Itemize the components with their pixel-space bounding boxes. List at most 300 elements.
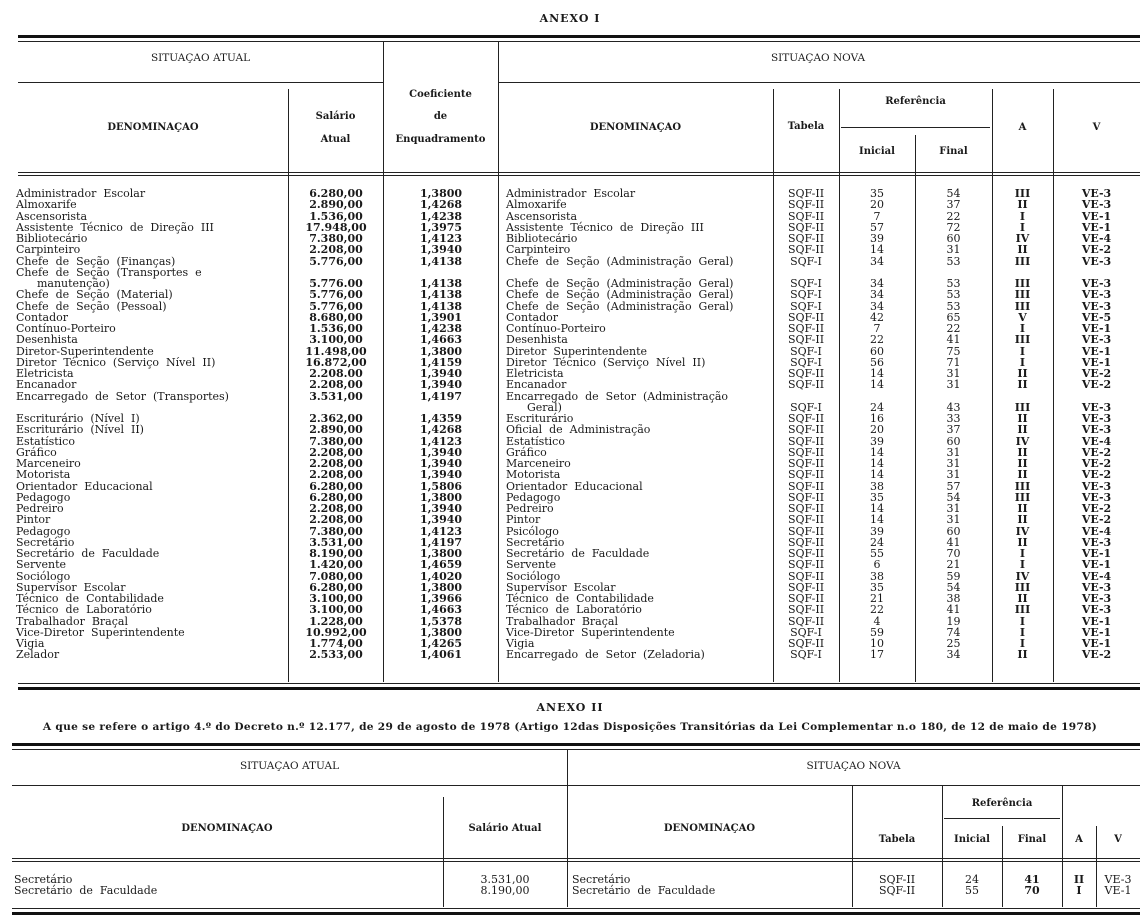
table-cell: 31 [946, 243, 961, 257]
table-cell: Contínuo-Porteiro [16, 322, 116, 335]
table-cell: VE-3 [1081, 254, 1112, 268]
table-cell: 5.776,00 [309, 288, 363, 302]
table-cell: 56 [870, 355, 884, 369]
table-cell: 14 [870, 457, 884, 470]
rule [12, 785, 1140, 786]
table-cell: I [1019, 547, 1026, 560]
table-cell: 6.280,00 [309, 490, 363, 504]
table-cell: Carpinteiro [506, 243, 571, 257]
table-cell: 7 [873, 322, 881, 335]
table-cell: 72 [946, 220, 961, 234]
table-cell: 1,4138 [419, 254, 463, 268]
table-cell: Desenhista [506, 333, 568, 347]
table-cell: manutenção) [16, 277, 110, 290]
table-cell: Vigia [506, 637, 535, 650]
table-cell: VE-2 [1081, 243, 1112, 257]
header-referencia: Referência [971, 798, 1033, 809]
table-cell: II [1017, 592, 1028, 605]
column-coeficiente [385, 188, 497, 661]
table-cell: Ascensorista [506, 209, 578, 223]
col-divider [498, 42, 499, 682]
table-cell: Contínuo-Porteiro [506, 322, 606, 335]
table-cell: 39 [870, 434, 884, 448]
header-coef-l3: Enquadramento [395, 134, 486, 145]
table-cell: I [1019, 355, 1026, 369]
table-cell: VE-3 [1081, 603, 1112, 617]
table-cell: 1,4659 [419, 558, 463, 572]
table-cell: Gráfico [16, 445, 57, 459]
table-cell: Motorista [16, 468, 71, 482]
table-cell: 53 [946, 254, 961, 268]
table-cell: 54 [946, 580, 961, 594]
table-cell: 20 [870, 423, 884, 437]
table-cell: II [1017, 468, 1028, 482]
table-cell: 70 [946, 547, 961, 560]
table-cell: Chefe de Seção (Administração Geral) [506, 288, 734, 302]
table-cell: Trabalhador Braçal [16, 614, 128, 628]
table-cell: III [1014, 580, 1031, 594]
table-cell: SQF-II [787, 569, 825, 583]
table-cell: VE-4 [1081, 524, 1112, 538]
table-cell: I [1019, 209, 1026, 223]
table-cell: I [1076, 884, 1082, 898]
table-cell: SQF-II [787, 524, 825, 538]
rule [18, 41, 1140, 42]
table-cell: Secretário de Faculdade [14, 884, 158, 898]
table-cell: Pedagogo [16, 490, 71, 504]
table-cell: 2.208,00 [309, 468, 363, 482]
table-cell: SQF-II [787, 423, 825, 437]
table-cell: 41 [946, 333, 961, 347]
table-cell: SQF-II [787, 513, 825, 527]
rule [12, 908, 1140, 909]
table-cell: II [1017, 412, 1028, 425]
table-cell: 14 [870, 513, 884, 527]
table-cell: VE-4 [1081, 569, 1112, 583]
table-cell: 2.208,00 [309, 513, 363, 527]
table-cell: II [1017, 243, 1028, 257]
table-cell: III [1014, 400, 1031, 414]
table-cell: 24 [870, 535, 884, 549]
table-cell: Pedreiro [506, 502, 554, 515]
table-cell: Bibliotecário [16, 232, 88, 245]
table-cell: VE-1 [1081, 209, 1112, 223]
header-denominacao: DENOMINAÇAO [107, 122, 199, 133]
table-cell: 59 [946, 569, 961, 583]
table-cell: Sociólogo [506, 569, 561, 583]
table-cell: 38 [870, 569, 884, 583]
table-cell: 60 [946, 232, 961, 245]
table-cell: Pedagogo [16, 524, 71, 538]
table-cell: 1,4138 [419, 288, 463, 302]
table-cell: 31 [946, 367, 961, 380]
table-cell: Diretor Superintendente [506, 344, 648, 358]
header-salario-l1: Salário [315, 111, 356, 122]
table-cell: VE-3 [1081, 187, 1112, 200]
table-cell: 1,4663 [419, 333, 463, 347]
table-cell: 17 [870, 648, 884, 662]
table-cell: 14 [870, 468, 884, 482]
table-cell: Encanador [506, 378, 567, 392]
table-cell: 42 [870, 310, 884, 324]
table-cell: Marceneiro [16, 457, 81, 470]
table-cell: 1,4197 [419, 535, 463, 549]
table-cell: 1,3800 [419, 490, 463, 504]
table-cell: 31 [946, 378, 961, 392]
table-cell: Secretário [14, 873, 73, 886]
table-cell: 22 [946, 322, 961, 335]
table-cell: SQF-II [787, 434, 825, 448]
table-cell: 3.531,00 [309, 389, 363, 403]
table-cell: III [1014, 254, 1031, 268]
table-cell: VE-2 [1081, 648, 1112, 662]
header-situacao-nova: SITUAÇAO NOVA [770, 52, 866, 64]
table-cell: SQF-II [787, 535, 825, 549]
table-cell: 31 [946, 502, 961, 515]
table-cell: SQF-II [787, 637, 825, 650]
table-cell: VE-2 [1081, 457, 1112, 470]
header-situacao-atual: SITUAÇAO ATUAL [239, 760, 340, 772]
table-cell: 1,4138 [419, 299, 463, 313]
table-cell: SQF-I [790, 625, 822, 639]
table-cell: Eletricista [506, 367, 564, 380]
table-cell: Secretário de Faculdade [506, 547, 650, 560]
table-cell: 41 [946, 535, 961, 549]
header-v: V [1092, 122, 1101, 133]
table-cell: VE-5 [1081, 310, 1112, 324]
table-cell: Servente [506, 558, 557, 572]
table-cell: SQF-II [787, 457, 825, 470]
table-cell: 6 [873, 558, 881, 572]
table-cell: I [1019, 625, 1026, 639]
table-cell: 54 [946, 187, 961, 200]
table-cell: 60 [870, 344, 884, 358]
column-tabela [852, 874, 942, 897]
table-cell: II [1017, 423, 1028, 437]
table-cell: VE-2 [1081, 378, 1112, 392]
table-cell: VE-1 [1081, 220, 1112, 234]
table-cell: VE-2 [1081, 468, 1112, 482]
table-cell: 34 [870, 277, 884, 290]
table-cell: 2.208.00 [309, 367, 363, 380]
table-cell: SQF-II [787, 603, 825, 617]
table-cell: Administrador Escolar [506, 187, 636, 200]
table-cell: 22 [946, 209, 961, 223]
table-cell: SQF-II [787, 502, 825, 515]
col-divider [443, 797, 444, 907]
table-cell: 39 [870, 524, 884, 538]
table-cell: VE-1 [1081, 625, 1112, 639]
table-cell: III [1014, 490, 1031, 504]
table-cell: 35 [870, 580, 884, 594]
col-divider [288, 89, 289, 682]
table-cell: I [1019, 637, 1026, 650]
table-cell: 2.208,00 [309, 243, 363, 257]
table-cell: 60 [946, 524, 961, 538]
table-cell: Técnico de Laboratório [16, 603, 152, 617]
table-cell: 1.228,00 [309, 614, 363, 628]
table-cell: 1,3975 [419, 220, 463, 234]
table-cell: SQF-II [787, 333, 825, 347]
table-cell: Bibliotecário [506, 232, 578, 245]
table-cell: II [1017, 198, 1028, 212]
table-cell: Pintor [16, 513, 51, 527]
table-cell: SQF-II [787, 547, 825, 560]
table-cell: 3.100,00 [309, 333, 363, 347]
table-cell: VE-3 [1081, 299, 1112, 313]
table-cell: Diretor-Superintendente [16, 344, 154, 358]
table-cell: Técnico de Contabilidade [16, 592, 164, 605]
anexo-1-title: ANEXO I [539, 12, 601, 25]
table-cell: 6.280,00 [309, 479, 363, 493]
table-cell: II [1017, 535, 1028, 549]
table-cell: Orientador Educacional [506, 479, 643, 493]
table-cell: 3.531,00 [480, 873, 530, 886]
table-cell: SQF-II [787, 378, 825, 392]
table-cell: 57 [946, 479, 961, 493]
table-cell: IV [1015, 524, 1030, 538]
table-cell: Estatístico [16, 434, 75, 448]
table-cell: Contador [506, 310, 559, 324]
table-cell: III [1014, 288, 1031, 302]
table-cell: 35 [870, 187, 884, 200]
table-cell: 33 [946, 412, 961, 425]
column-v [1053, 188, 1140, 661]
table-cell: Gráfico [506, 445, 547, 459]
table-cell: 8.680,00 [309, 310, 363, 324]
table-cell: II [1017, 513, 1028, 527]
rule [18, 35, 1140, 38]
rule [18, 687, 1140, 690]
table-cell: Ascensorista [16, 209, 88, 223]
table-cell: Secretário [572, 873, 631, 886]
table-cell: VE-4 [1081, 434, 1112, 448]
table-cell: 75 [946, 344, 961, 358]
table-cell: 4 [873, 614, 881, 628]
table-cell: II [1017, 457, 1028, 470]
table-cell: SQF-II [787, 412, 825, 425]
table-cell: IV [1015, 232, 1030, 245]
table-cell: 1,4020 [419, 569, 463, 583]
table-cell: 24 [965, 873, 979, 886]
header-a: A [1075, 834, 1083, 845]
table-cell: SQF-II [787, 322, 825, 335]
table-cell: Administrador Escolar [16, 187, 146, 200]
table-cell: VE-3 [1081, 535, 1112, 549]
table-cell: I [1019, 220, 1026, 234]
table-cell: 1,3800 [419, 547, 463, 560]
table-cell: 74 [946, 625, 961, 639]
table-cell: 22 [870, 333, 884, 347]
table-cell: VE-1 [1081, 547, 1112, 560]
table-cell: 3.531,00 [309, 535, 363, 549]
table-cell: 1,5806 [419, 479, 463, 493]
table-cell: 1,4238 [419, 209, 463, 223]
table-cell: VE-4 [1081, 232, 1112, 245]
table-cell: 38 [870, 479, 884, 493]
table-cell: SQF-II [787, 479, 825, 493]
anexo-2-subtitle: A que se refere o artigo 4.º do Decreto n.º 12.177, de 29 de agosto de 1978 (Artigo 12das Disposições Transitórias da Lei Complementar n.o 180, de 12 de maio de 1978) [42, 721, 1098, 733]
table-cell: 53 [946, 288, 961, 302]
table-cell: SQF-I [790, 288, 822, 302]
col-divider [567, 750, 568, 907]
rule [18, 82, 383, 83]
table-cell: 21 [946, 558, 961, 572]
table-cell: Chefe de Seção (Administração Geral) [506, 254, 734, 268]
table-cell: SQF-II [787, 592, 825, 605]
table-cell: 2.208,00 [309, 445, 363, 459]
table-cell: III [1014, 277, 1031, 290]
table-cell: Almoxarife [506, 198, 567, 212]
table-cell: Vice-Diretor Superintendente [16, 625, 185, 639]
table-cell: 14 [870, 378, 884, 392]
table-cell: 21 [870, 592, 884, 605]
table-cell: Assistente Técnico de Direção III [16, 220, 214, 234]
table-cell: Pintor [506, 513, 541, 527]
table-cell: 1,3940 [419, 457, 463, 470]
table-cell: 7.380,00 [309, 524, 363, 538]
table-cell: SQF-I [790, 648, 822, 662]
table-cell: 2.362,00 [309, 412, 363, 425]
table-cell: 31 [946, 513, 961, 527]
table-cell: Eletricista [16, 367, 74, 380]
table-cell: 31 [946, 457, 961, 470]
table-cell: 25 [946, 637, 961, 650]
table-cell: Pedreiro [16, 502, 64, 515]
table-cell: 3.100,00 [309, 592, 363, 605]
table-cell: 17.948,00 [305, 220, 367, 234]
table-cell: 1,3966 [419, 592, 463, 605]
anexo-2-title: ANEXO II [536, 701, 604, 714]
table-cell: Secretário de Faculdade [572, 884, 716, 898]
table-cell: 16.872,00 [305, 355, 367, 369]
header-coef-l2: de [433, 111, 448, 122]
table-cell: Chefe de Seção (Administração Geral) [506, 277, 734, 290]
table-cell: VE-3 [1081, 277, 1112, 290]
table-cell: V [1018, 310, 1027, 324]
table-cell: Encarregado de Setor (Administração [506, 389, 729, 403]
table-cell: VE-1 [1081, 637, 1112, 650]
table-cell: Contador [16, 310, 69, 324]
table-cell: 65 [946, 310, 961, 324]
table-cell: 53 [946, 299, 961, 313]
table-cell: 7.380,00 [309, 434, 363, 448]
header-tabela: Tabela [878, 834, 916, 845]
table-cell: SQF-II [787, 220, 825, 234]
table-cell: III [1014, 299, 1031, 313]
table-cell: Chefe de Seção (Finanças) [16, 254, 176, 268]
table-cell: Chefe de Seção (Material) [16, 288, 173, 302]
table-cell: Diretor Técnico (Serviço Nível II) [506, 355, 706, 369]
table-cell: 14 [870, 367, 884, 380]
table-cell: 39 [870, 232, 884, 245]
table-cell: 1,3940 [419, 367, 463, 380]
table-cell: Diretor Técnico (Serviço Nível II) [16, 355, 216, 369]
table-cell: 1.774,00 [309, 637, 363, 650]
header-situacao-atual: SITUAÇAO ATUAL [150, 52, 251, 64]
header-situacao-nova: SITUAÇAO NOVA [806, 760, 901, 772]
table-cell: 7 [873, 209, 881, 223]
table-cell: Chefe de Seção (Transportes e [16, 265, 202, 279]
table-cell: Encarregado de Setor (Transportes) [16, 389, 229, 403]
header-v: V [1114, 834, 1122, 845]
table-cell: SQF-II [787, 198, 825, 212]
table-cell: II [1017, 367, 1028, 380]
table-cell: SQF-I [790, 299, 822, 313]
table-cell: 41 [946, 603, 961, 617]
table-cell: VE-3 [1081, 412, 1112, 425]
table-cell: 22 [870, 603, 884, 617]
table-cell: SQF-II [787, 468, 825, 482]
table-cell: 1,3940 [419, 243, 463, 257]
column-salario [445, 874, 565, 897]
table-cell: Almoxarife [16, 198, 77, 212]
table-cell: 54 [946, 490, 961, 504]
column-inicial [942, 874, 1002, 897]
table-cell: SQF-II [787, 445, 825, 459]
table-cell: 2.890,00 [309, 423, 363, 437]
column-salario [290, 188, 382, 661]
table-cell: 1,4159 [419, 355, 463, 369]
table-cell: 24 [870, 400, 884, 414]
table-cell: Assistente Técnico de Direção III [506, 220, 704, 234]
column-inicial [839, 188, 915, 661]
table-cell: 71 [946, 355, 961, 369]
table-cell: 1,3800 [419, 625, 463, 639]
table-cell: 1,4268 [419, 198, 463, 212]
table-cell: SQF-II [787, 232, 825, 245]
table-cell: 38 [946, 592, 961, 605]
table-cell: Vigia [16, 637, 45, 650]
rule [12, 912, 1140, 915]
column-final [1002, 874, 1062, 897]
column-denominacao [14, 874, 434, 897]
table-cell: Técnico de Contabilidade [506, 592, 654, 605]
table-cell: 5.776,00 [309, 299, 363, 313]
table-cell: 34 [870, 299, 884, 313]
header-inicial: Inicial [859, 146, 895, 157]
table-cell: 59 [870, 625, 884, 639]
rule [498, 82, 1140, 83]
table-cell: VE-1 [1081, 344, 1112, 358]
table-cell: 14 [870, 502, 884, 515]
table-cell: Secretário [506, 535, 565, 549]
rule [12, 743, 1140, 746]
table-cell: Secretário de Faculdade [16, 547, 160, 560]
table-cell: VE-3 [1081, 479, 1112, 493]
table-cell: 1,5378 [419, 614, 463, 628]
table-cell: 3.100,00 [309, 603, 363, 617]
header-referencia: Referência [885, 96, 946, 107]
table-cell: 1,3800 [419, 344, 463, 358]
table-cell: II [1017, 445, 1028, 459]
table-cell: VE-3 [1081, 198, 1112, 212]
table-cell: VE-3 [1081, 423, 1112, 437]
table-cell: Desenhista [16, 333, 78, 347]
table-cell: 1,3940 [419, 513, 463, 527]
table-cell: 55 [870, 547, 884, 560]
table-cell: Psicólogo [506, 524, 559, 538]
table-cell: II [1017, 378, 1028, 392]
table-cell: 5.776,00 [309, 254, 363, 268]
table-cell: Trabalhador Braçal [506, 614, 618, 628]
table-cell: 1,4123 [419, 524, 463, 538]
table-cell: Oficial de Administração [506, 423, 651, 437]
table-cell: VE-3 [1081, 400, 1112, 414]
table-cell: 57 [870, 220, 884, 234]
column-a [1062, 874, 1096, 897]
table-cell: 43 [946, 400, 961, 414]
